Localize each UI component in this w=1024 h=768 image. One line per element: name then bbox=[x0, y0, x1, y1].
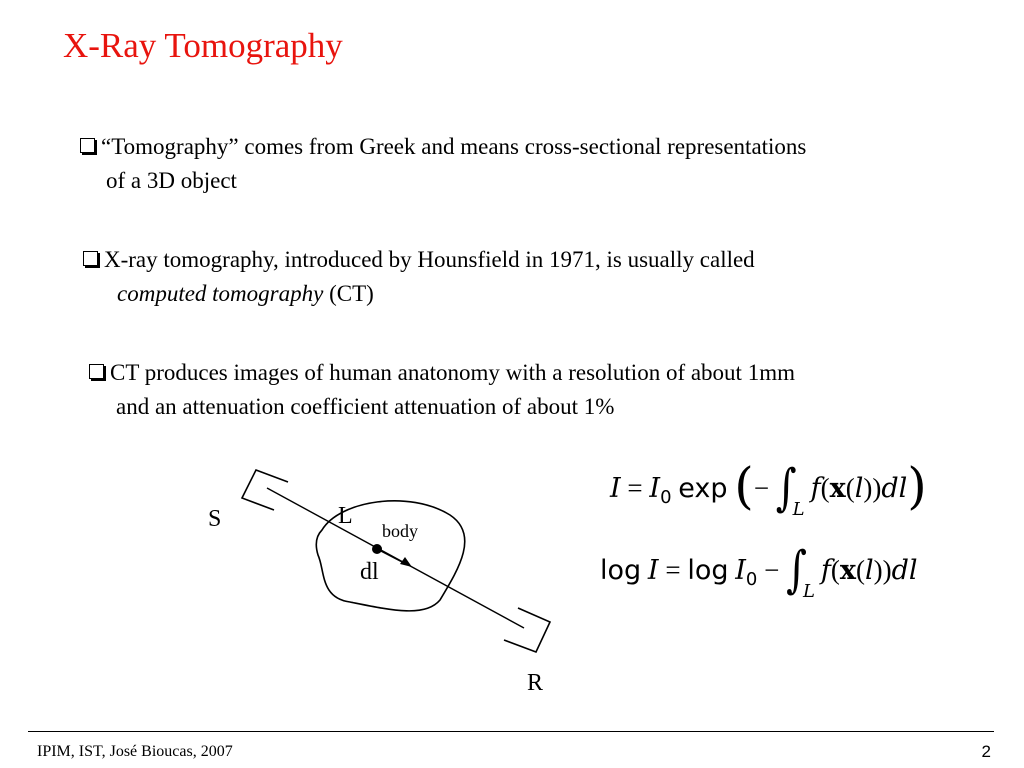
page-title: X-Ray Tomography bbox=[63, 26, 343, 65]
eq1-i0-subscript: 0 bbox=[660, 487, 672, 508]
eq1-integral-subscript: L bbox=[792, 499, 805, 520]
bullet-2 bbox=[83, 243, 755, 311]
beer-lambert-equation: $I = I_0$ exp (− $\int_Lf(x(l))dl$) bbox=[610, 457, 927, 520]
bullet-3-line-2: and an attenuation coefficient attenuation of about 1% bbox=[116, 394, 615, 419]
receiver-label: R bbox=[527, 670, 544, 696]
eq2-log-1: log bbox=[600, 555, 642, 586]
dl-arrowhead-shape bbox=[400, 557, 412, 567]
eq1-integral-icon: ∫ bbox=[775, 459, 797, 517]
page-number: 2 bbox=[981, 742, 991, 761]
eq2-dl: dl bbox=[891, 555, 918, 586]
eq2-f: f bbox=[820, 555, 831, 586]
bullet-2-line-1: X-ray tomography, introduced by Hounsfield in 1971, is usually called bbox=[104, 247, 755, 272]
eq1-dl: dl bbox=[881, 473, 908, 504]
footer-divider bbox=[28, 731, 994, 732]
ct-geometry-diagram bbox=[200, 460, 580, 700]
bullet-2-italic-term: computed tomography bbox=[117, 281, 324, 306]
eq1-x: x bbox=[829, 473, 846, 504]
ray-label: L bbox=[338, 503, 353, 529]
eq2-i: I bbox=[647, 555, 659, 586]
eq1-minus: − bbox=[753, 473, 770, 503]
eq1-lhs: I bbox=[610, 473, 621, 504]
bullet-3-line-1: CT produces images of human anatonomy with a resolution of about 1mm bbox=[110, 360, 795, 385]
eq1-equals: = bbox=[620, 473, 650, 503]
eq1-i0: I bbox=[649, 473, 661, 504]
body-label: body bbox=[382, 521, 418, 541]
bullet-3 bbox=[89, 356, 795, 424]
eq1-f: f bbox=[810, 473, 821, 504]
eq2-minus: − bbox=[757, 555, 787, 585]
eq1-exp: exp bbox=[678, 473, 728, 504]
bullet-2-line-2 bbox=[83, 277, 755, 311]
eq2-i0-subscript: 0 bbox=[745, 569, 758, 590]
bullet-1-line-1: “Tomography” comes from Greek and means cross-sectional representations bbox=[101, 134, 807, 159]
footer-credit: IPIM, IST, José Bioucas, 2007 bbox=[37, 743, 233, 760]
dl-label: dl bbox=[360, 559, 379, 585]
eq1-left-paren: ( bbox=[734, 457, 754, 515]
checkbox-bullet-icon bbox=[89, 364, 104, 379]
eq2-log-2: log bbox=[687, 555, 729, 586]
source-label: S bbox=[208, 506, 222, 532]
ct-geometry-svg bbox=[200, 460, 580, 700]
source-bracket-shape bbox=[242, 470, 288, 510]
bullet-2-line-2-rest: (CT) bbox=[323, 281, 374, 306]
receiver-bracket-shape bbox=[504, 608, 550, 652]
checkbox-bullet-icon bbox=[80, 138, 95, 153]
log-attenuation-equation: $\log I = \log I_0 - \int_Lf(x(l))dl$ bbox=[600, 541, 918, 602]
checkbox-bullet-icon bbox=[83, 251, 98, 266]
bullet-1 bbox=[80, 130, 806, 198]
eq2-i0: I bbox=[735, 555, 746, 586]
eq2-l: l bbox=[865, 555, 874, 586]
bullet-1-line-2: of a 3D object bbox=[106, 168, 237, 193]
eq2-integral-icon: ∫ bbox=[786, 541, 807, 599]
eq1-right-paren: ) bbox=[907, 457, 927, 515]
eq2-equals: = bbox=[658, 555, 688, 585]
eq2-x: x bbox=[839, 555, 857, 586]
eq2-integral-subscript: L bbox=[802, 581, 815, 602]
eq1-l: l bbox=[854, 473, 864, 504]
